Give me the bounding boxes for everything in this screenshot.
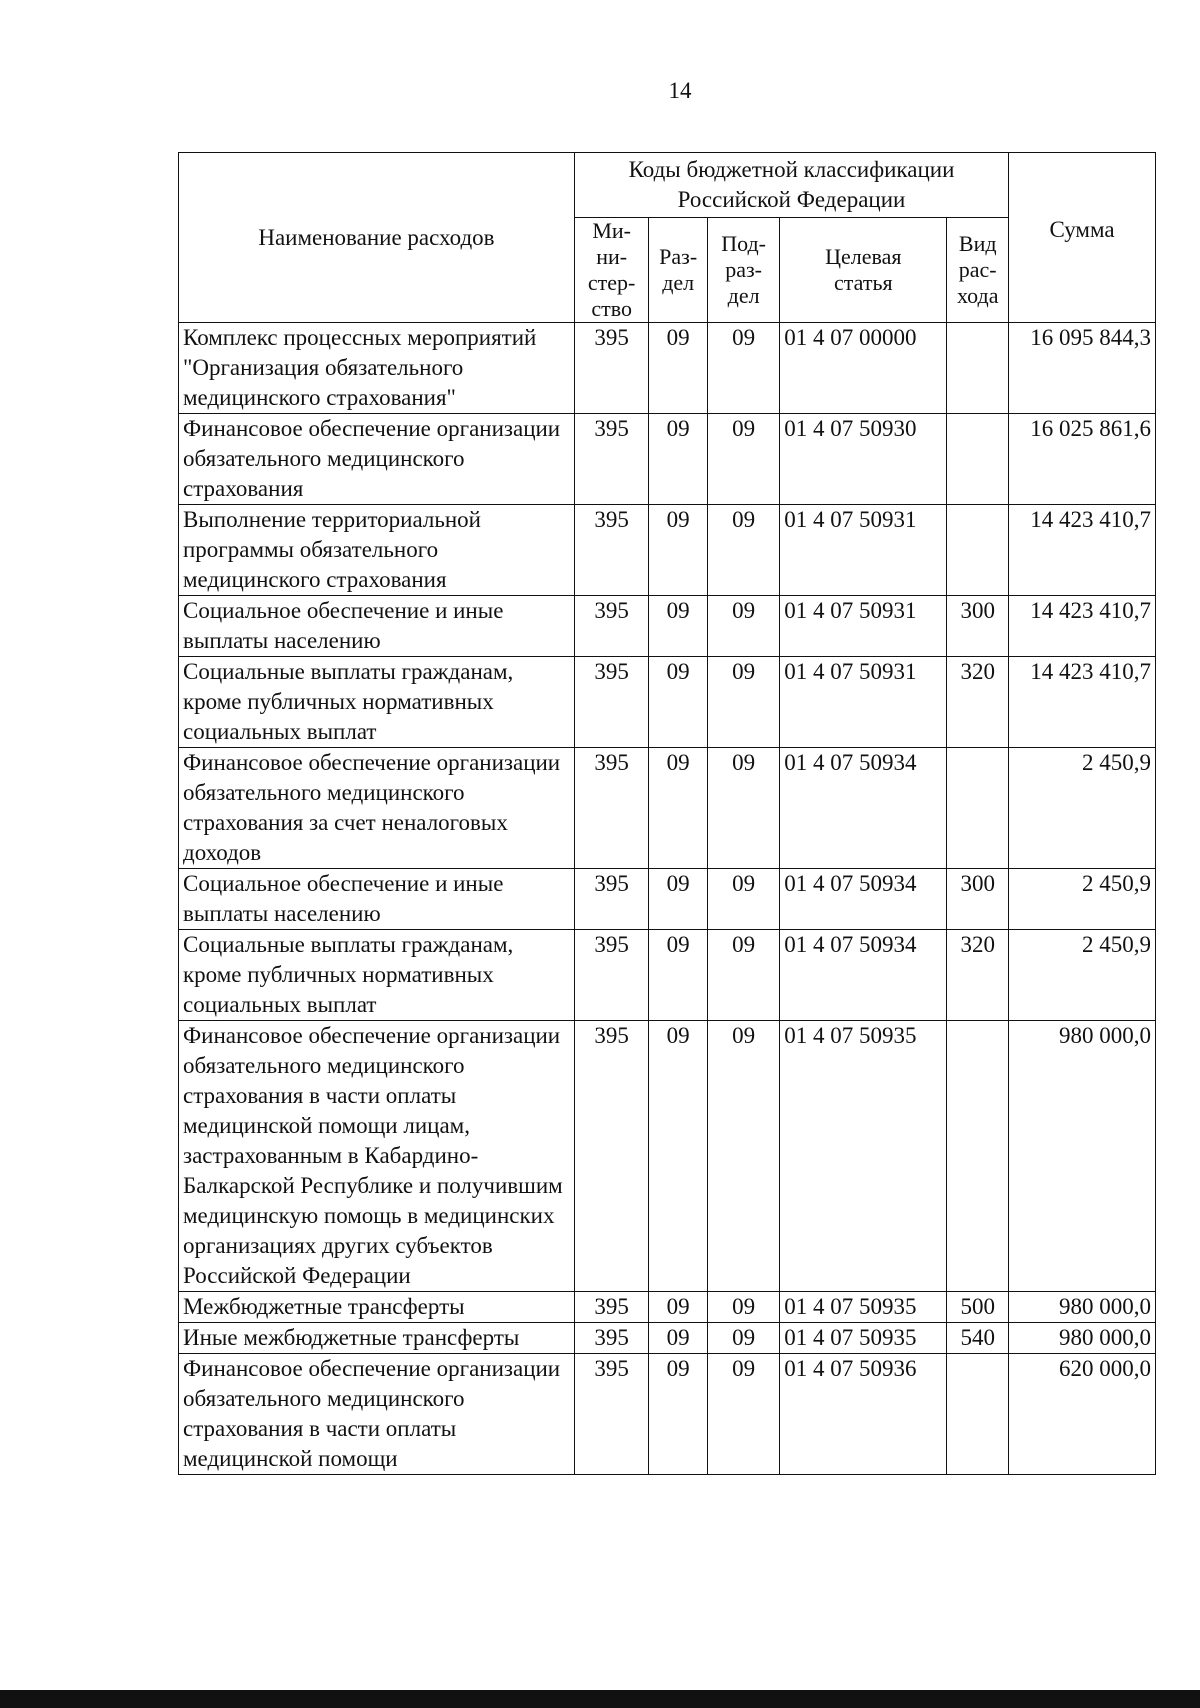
table-body [179, 323, 1156, 1475]
cell-section: 09 [649, 1021, 708, 1292]
table-row [179, 596, 1156, 657]
cell-ministry: 395 [574, 1323, 648, 1354]
budget-table [178, 152, 1156, 1475]
cell-target: 01 4 07 50936 [780, 1354, 947, 1475]
cell-section: 09 [649, 323, 708, 414]
cell-section: 09 [649, 1323, 708, 1354]
page-number: 14 [668, 78, 692, 103]
table-row [179, 1021, 1156, 1292]
table-row [179, 1354, 1156, 1475]
cell-name: Финансовое обеспечение организации обязательного медицинского страхования в части оплаты медицинской помощи [179, 1354, 575, 1475]
cell-subsection: 09 [707, 414, 779, 505]
cell-amount: 2 450,9 [1009, 869, 1156, 930]
cell-section: 09 [649, 1292, 708, 1323]
cell-ministry: 395 [574, 869, 648, 930]
cell-amount: 980 000,0 [1009, 1292, 1156, 1323]
cell-ministry: 395 [574, 505, 648, 596]
cell-ministry: 395 [574, 323, 648, 414]
cell-expense-type: 300 [947, 869, 1009, 930]
cell-ministry: 395 [574, 596, 648, 657]
cell-amount: 14 423 410,7 [1009, 596, 1156, 657]
cell-target: 01 4 07 50934 [780, 869, 947, 930]
table-row [179, 930, 1156, 1021]
cell-section: 09 [649, 930, 708, 1021]
cell-amount: 16 025 861,6 [1009, 414, 1156, 505]
cell-amount: 14 423 410,7 [1009, 657, 1156, 748]
header-expense-type: Вид рас- хода [947, 218, 1009, 323]
cell-amount: 2 450,9 [1009, 930, 1156, 1021]
cell-name: Выполнение территориальной программы обязательного медицинского страхования [179, 505, 575, 596]
cell-name: Социальное обеспечение и иные выплаты населению [179, 869, 575, 930]
cell-subsection: 09 [707, 596, 779, 657]
cell-name: Финансовое обеспечение организации обязательного медицинского страхования за счет неналоговых доходов [179, 748, 575, 869]
cell-section: 09 [649, 1354, 708, 1475]
cell-target: 01 4 07 50935 [780, 1021, 947, 1292]
cell-expense-type: 320 [947, 657, 1009, 748]
header-codes-group: Коды бюджетной классификации Российской Федерации [574, 153, 1008, 218]
cell-target: 01 4 07 50930 [780, 414, 947, 505]
cell-expense-type: 320 [947, 930, 1009, 1021]
cell-amount: 620 000,0 [1009, 1354, 1156, 1475]
header-target: Целевая статья [780, 218, 947, 323]
cell-section: 09 [649, 869, 708, 930]
cell-expense-type [947, 323, 1009, 414]
cell-name: Социальные выплаты гражданам, кроме публичных нормативных социальных выплат [179, 657, 575, 748]
cell-section: 09 [649, 596, 708, 657]
cell-target: 01 4 07 50931 [780, 657, 947, 748]
cell-section: 09 [649, 505, 708, 596]
cell-subsection: 09 [707, 1021, 779, 1292]
cell-expense-type: 540 [947, 1323, 1009, 1354]
cell-subsection: 09 [707, 323, 779, 414]
table-row [179, 748, 1156, 869]
cell-name: Иные межбюджетные трансферты [179, 1323, 575, 1354]
header-subsection: Под- раз- дел [707, 218, 779, 323]
cell-subsection: 09 [707, 1354, 779, 1475]
cell-section: 09 [649, 657, 708, 748]
cell-name: Финансовое обеспечение организации обязательного медицинского страхования в части оплаты медицинской помощи лицам, застрахованным в Кабардино-Балкарской Республике и получившим медицинскую помощь в медицинских организациях других субъектов Российской Федерации [179, 1021, 575, 1292]
cell-amount: 2 450,9 [1009, 748, 1156, 869]
cell-target: 01 4 07 50935 [780, 1323, 947, 1354]
cell-subsection: 09 [707, 748, 779, 869]
cell-name: Социальное обеспечение и иные выплаты населению [179, 596, 575, 657]
cell-subsection: 09 [707, 657, 779, 748]
cell-subsection: 09 [707, 930, 779, 1021]
cell-name: Комплекс процессных мероприятий "Организация обязательного медицинского страхования" [179, 323, 575, 414]
header-ministry: Ми- ни- стер- ство [574, 218, 648, 323]
cell-expense-type [947, 748, 1009, 869]
table-row [179, 1292, 1156, 1323]
cell-expense-type [947, 505, 1009, 596]
cell-expense-type [947, 414, 1009, 505]
cell-expense-type: 300 [947, 596, 1009, 657]
cell-amount: 980 000,0 [1009, 1021, 1156, 1292]
cell-amount: 14 423 410,7 [1009, 505, 1156, 596]
cell-target: 01 4 07 50934 [780, 748, 947, 869]
cell-subsection: 09 [707, 505, 779, 596]
cell-section: 09 [649, 748, 708, 869]
table-header [179, 153, 1156, 323]
cell-name: Финансовое обеспечение организации обязательного медицинского страхования [179, 414, 575, 505]
header-section: Раз- дел [649, 218, 708, 323]
cell-ministry: 395 [574, 1021, 648, 1292]
scan-edge [0, 1690, 1200, 1708]
cell-name: Социальные выплаты гражданам, кроме публичных нормативных социальных выплат [179, 930, 575, 1021]
cell-amount: 16 095 844,3 [1009, 323, 1156, 414]
cell-target: 01 4 07 50935 [780, 1292, 947, 1323]
cell-subsection: 09 [707, 869, 779, 930]
cell-name: Межбюджетные трансферты [179, 1292, 575, 1323]
cell-ministry: 395 [574, 414, 648, 505]
cell-expense-type [947, 1354, 1009, 1475]
cell-target: 01 4 07 50931 [780, 596, 947, 657]
cell-ministry: 395 [574, 1292, 648, 1323]
table-row [179, 323, 1156, 414]
cell-amount: 980 000,0 [1009, 1323, 1156, 1354]
table-row [179, 505, 1156, 596]
cell-expense-type: 500 [947, 1292, 1009, 1323]
cell-ministry: 395 [574, 930, 648, 1021]
cell-ministry: 395 [574, 748, 648, 869]
table-row [179, 414, 1156, 505]
cell-expense-type [947, 1021, 1009, 1292]
cell-subsection: 09 [707, 1292, 779, 1323]
cell-ministry: 395 [574, 1354, 648, 1475]
table-row [179, 869, 1156, 930]
cell-ministry: 395 [574, 657, 648, 748]
cell-subsection: 09 [707, 1323, 779, 1354]
table-row [179, 1323, 1156, 1354]
header-amount: Сумма [1009, 153, 1156, 323]
cell-target: 01 4 07 50931 [780, 505, 947, 596]
cell-target: 01 4 07 50934 [780, 930, 947, 1021]
cell-target: 01 4 07 00000 [780, 323, 947, 414]
table-row [179, 657, 1156, 748]
cell-section: 09 [649, 414, 708, 505]
header-name: Наименование расходов [179, 153, 575, 323]
